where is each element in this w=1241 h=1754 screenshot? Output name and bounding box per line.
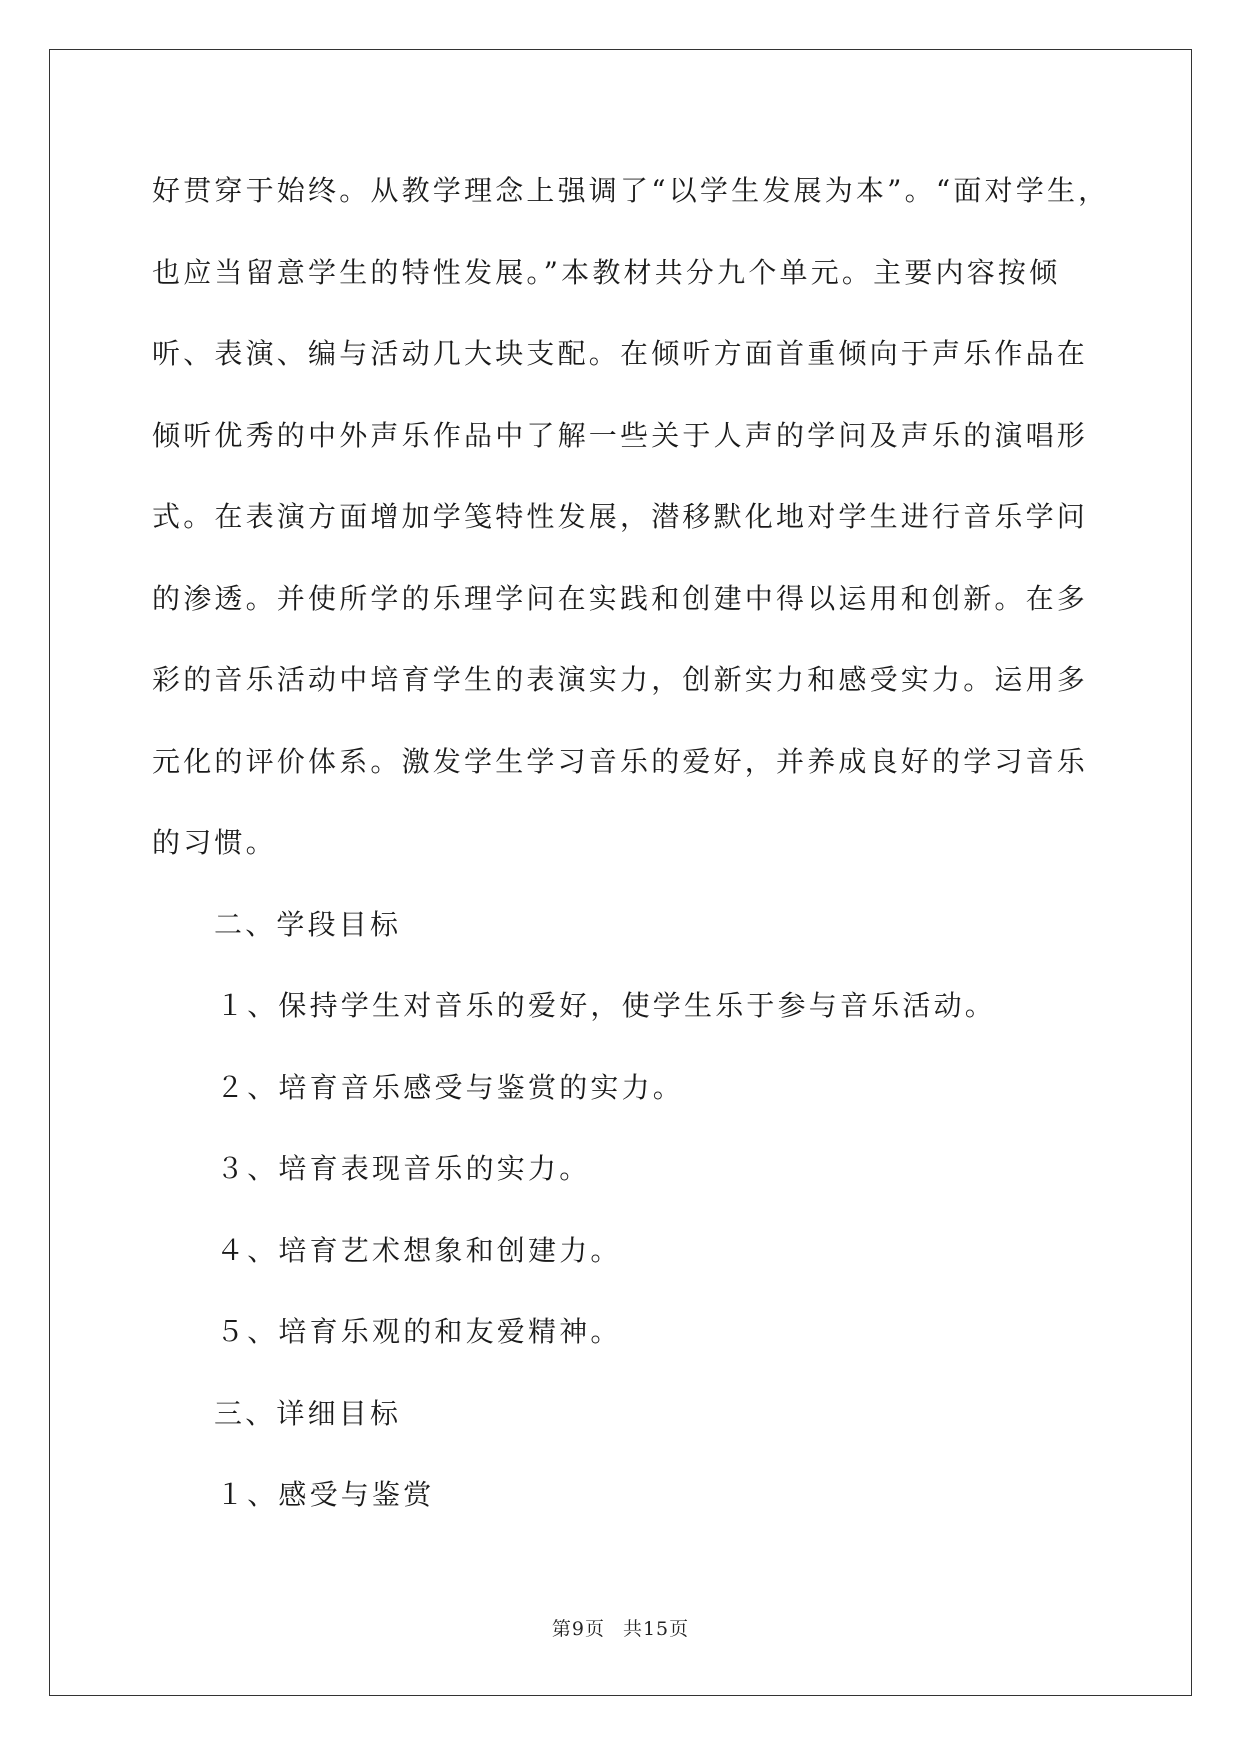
paragraph-line: 元化的评价体系。激发学生学习音乐的爱好，并养成良好的学习音乐 [152,744,1089,778]
page-footer [0,1614,1241,1641]
page-number: 第9页 [551,1618,605,1640]
section-heading: 二、学段目标 [214,907,402,941]
paragraph-line: 的渗透。并使所学的乐理学问在实践和创建中得以运用和创新。在多 [152,581,1089,615]
page-total: 共15页 [622,1618,690,1640]
paragraph-line: 也应当留意学生的特性发展。”本教材共分九个单元。主要内容按倾 [152,255,1061,289]
paragraph-line: 彩的音乐活动中培育学生的表演实力，创新实力和感受实力。运用多 [152,663,1089,696]
paragraph-line: 好贯穿于始终。从教学理念上强调了“以学生发展为本”。“面对学生， [152,174,1110,207]
list-item: ２、培育音乐感受与鉴赏的实力。 [216,1070,685,1104]
list-item: ４、培育艺术想象和创建力。 [216,1233,622,1267]
list-item: ３、培育表现音乐的实力。 [216,1152,591,1185]
list-item: ５、培育乐观的和友爱精神。 [216,1315,622,1348]
paragraph-line: 式。在表演方面增加学笺特性发展，潜移默化地对学生进行音乐学问 [152,500,1089,533]
section-detailed-goals [152,1373,1112,1536]
paragraph-line: 的习惯。 [152,826,277,859]
section-heading: 三、详细目标 [214,1396,402,1430]
list-item: １、感受与鉴赏 [216,1478,435,1511]
paragraph-line: 倾听优秀的中外声乐作品中了解一些关于人声的学问及声乐的演唱形 [152,418,1089,452]
paragraph-line: 听、表演、编与活动几大块支配。在倾听方面首重倾向于声乐作品在 [152,337,1089,370]
intro-paragraph [152,150,1112,884]
document-body [152,150,1112,1536]
section-learning-stage-goals [152,884,1112,1373]
list-item: １、保持学生对音乐的爱好，使学生乐于参与音乐活动。 [216,989,997,1022]
